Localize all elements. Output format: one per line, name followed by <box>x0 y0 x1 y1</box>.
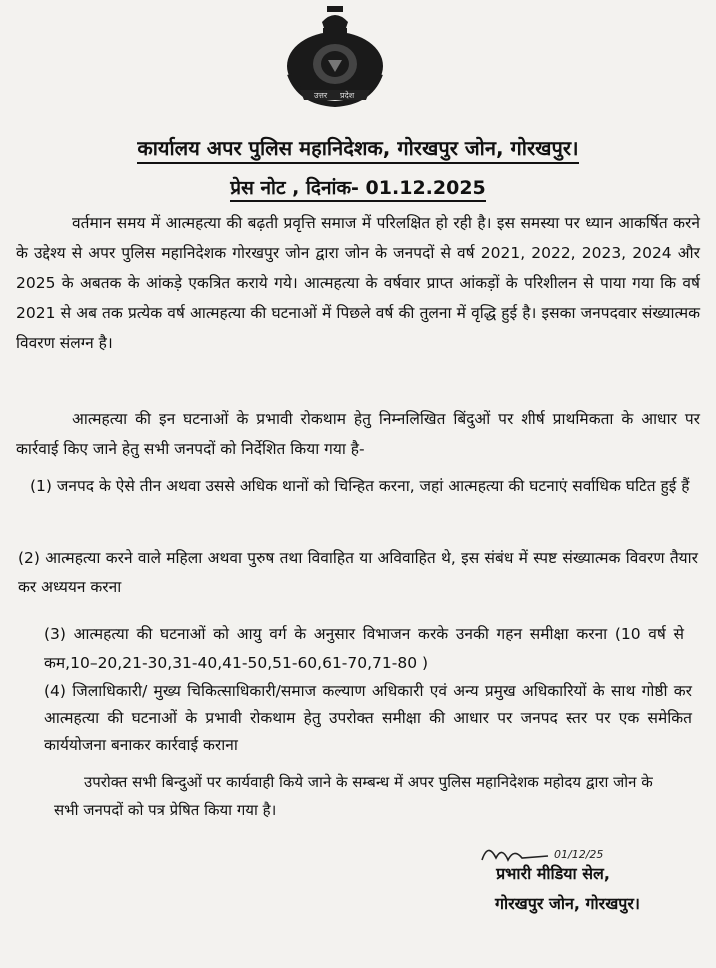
signatory-designation: प्रभारी मीडिया सेल, <box>496 864 610 883</box>
emblem-graphic <box>270 4 400 112</box>
up-police-emblem-icon <box>270 4 400 112</box>
press-note-title-text: प्रेस नोट , दिनांक- 01.12.2025 <box>230 177 486 202</box>
office-title <box>0 134 716 161</box>
list-item: (3) आत्महत्या की घटनाओं को आयु वर्ग के अनुसार विभाजन करके उनकी गहन समीक्षा करना (10 वर्ष से कम,10–20,21-30,31-40,41-50,51-60,61-70,71-80 ) <box>44 625 684 672</box>
signatory-location: गोरखपुर जोन, गोरखपुर। <box>494 894 640 913</box>
office-title-text: कार्यालय अपर पुलिस महानिदेशक, गोरखपुर जोन, गोरखपुर। <box>137 136 578 164</box>
list-item: (1) जनपद के ऐसे तीन अथवा उससे अधिक थानों को चिन्हित करना, जहां आत्महत्या की घटनाएं सर्वाधिक घटित हुई हैं <box>30 477 690 495</box>
directive-paragraph: आत्महत्या की इन घटनाओं के प्रभावी रोकथाम हेतु निम्नलिखित बिंदुओं पर शीर्ष प्राथमिकता के आधार पर कार्रवाई किए जाने हेतु सभी जनपदों को निर्देशित किया गया है- <box>16 410 700 458</box>
signature-date: 01/12/25 <box>554 848 604 861</box>
list-item: (2) आत्महत्या करने वाले महिला अथवा पुरुष तथा विवाहित या अविवाहित थे, इस संबंध में स्पष्ट संख्यात्मक विवरण तैयार कर अध्ययन करना <box>18 549 698 596</box>
emblem-motto-right: प्रदेश <box>340 91 355 100</box>
closing-paragraph: उपरोक्त सभी बिन्दुओं पर कार्यवाही किये जाने के सम्बन्ध में अपर पुलिस महानिदेशक महोदय द्वारा जोन के सभी जनपदों को पत्र प्रेषित किया गया है। <box>54 773 653 819</box>
intro-paragraph: वर्तमान समय में आत्महत्या की बढ़ती प्रवृत्ति समाज में परिलक्षित हो रही है। इस समस्या पर ध्यान आकर्षित करने के उद्देश्य से अपर पुलिस महानिदेशक गोरखपुर जोन द्वारा जोन के जनपदों से वर्ष 2021, 2022, 2023, 2024 और 2025 के अबतक के आंकड़े एकत्रित कराये गये। आत्महत्या के वर्षवार प्राप्त आंकड़ों के परिशीलन से पाया गया कि वर्ष 2021 से अब तक प्रत्येक वर्ष आत्महत्या की घटनाओं में पिछले वर्ष की तुलना में वृद्धि हुई है। इसका जनपदवार संख्यात्मक विवरण संलग्न है। <box>16 214 700 352</box>
emblem-motto-left: उत्तर <box>314 91 328 100</box>
press-note-title <box>0 174 716 200</box>
list-item: (4) जिलाधिकारी/ मुख्य चिकित्साधिकारी/समाज कल्याण अधिकारी एवं अन्य प्रमुख अधिकारियों के साथ गोष्ठी कर आत्महत्या की घटनाओं के प्रभावी रोकथाम हेतु उपरोक्त समीक्षा की आधार पर जनपद स्तर पर एक समेकित कार्ययोजना बनाकर कार्रवाई कराना <box>44 682 692 754</box>
